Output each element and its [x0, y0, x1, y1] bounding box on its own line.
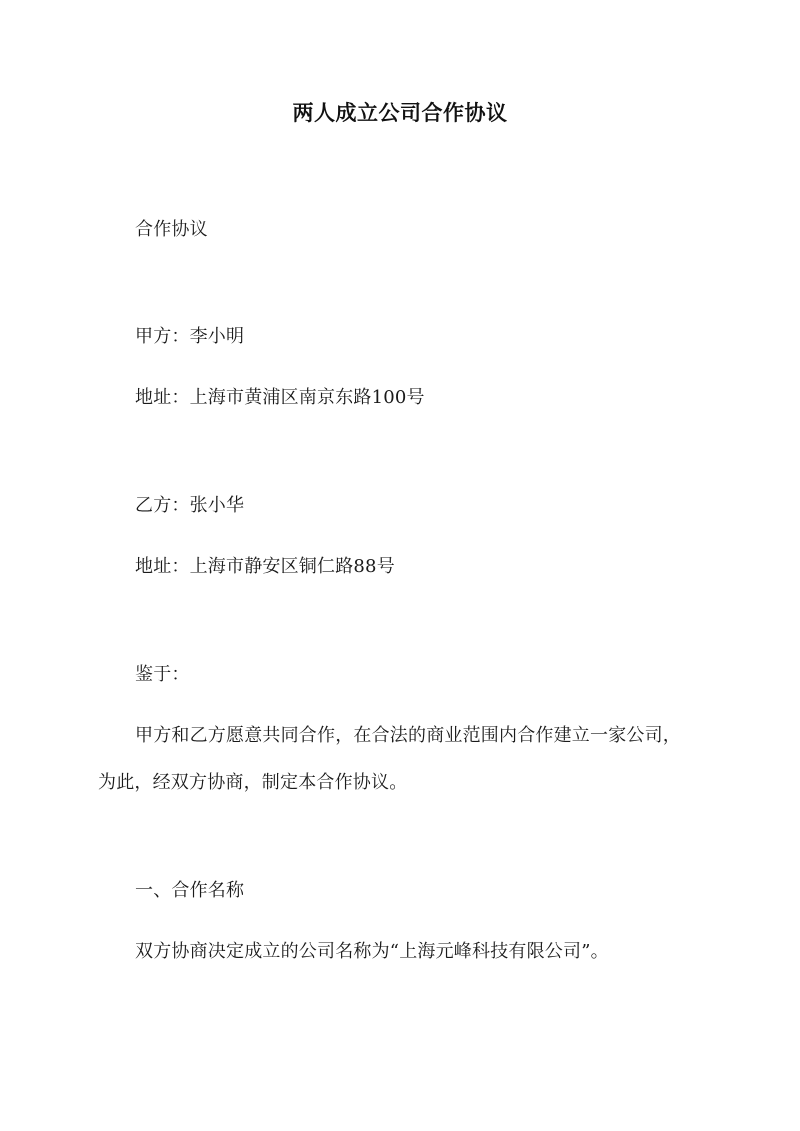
whereas-label: 鉴于： — [135, 664, 190, 685]
whereas-paragraph-line-1: 甲方和乙方愿意共同合作，在合法的商业范围内合作建立一家公司， — [135, 725, 681, 746]
party-a-address: 地址：上海市黄浦区南京东路100号 — [135, 387, 425, 408]
section-1-heading: 一、合作名称 — [135, 880, 245, 901]
party-b-address: 地址：上海市静安区铜仁路88号 — [135, 556, 395, 577]
document-title: 两人成立公司合作协议 — [292, 100, 508, 125]
whereas-paragraph-line-2: 为此，经双方协商，制定本合作协议。 — [98, 772, 408, 793]
section-1-body: 双方协商决定成立的公司名称为“上海元峰科技有限公司”。 — [135, 941, 609, 962]
party-b-name: 乙方：张小华 — [135, 495, 245, 516]
agreement-heading: 合作协议 — [135, 219, 208, 240]
party-a-name: 甲方：李小明 — [135, 326, 245, 347]
